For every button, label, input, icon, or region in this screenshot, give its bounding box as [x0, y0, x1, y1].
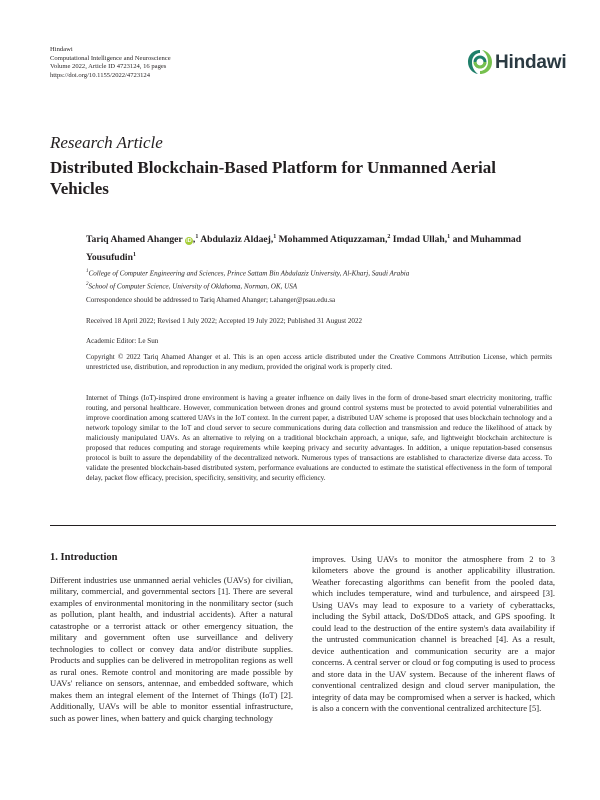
academic-editor: Academic Editor: Le Sun	[86, 337, 159, 345]
author-affiliation-mark: 1	[195, 234, 199, 240]
section-heading: 1. Introduction	[50, 552, 118, 563]
author-affiliation-mark: 1	[132, 251, 136, 258]
body-paragraph: Different industries use unmanned aerial vehicles (UAVs) for civilian, military, commercial, and governmental sectors [1]. There are several examples of environmental monitoring in the nonmilitary sector (such as pollution, plant health, and industrial accidents). After a natural catastrophe or a terrorist attack or other emergency situation, the military and government often use surveillance and delivery technologies to collect or convey data and/or distribute supplies. Products and supplies can be delivered in metropolitan regions as well as rural ones. Remote control and monitoring are made possible by UAVs' reliance on sensors, antennae, and embedded software, which makes them an integral element of the Internet of Things (IoT) [2]. Additionally, UAVs will be able to monitor essential infrastructure, such as power lines, when battery and quick charging technology	[50, 575, 293, 723]
author-affiliation-mark: 1	[447, 234, 451, 240]
volume-line: Volume 2022, Article ID 4723124, 16 pages	[50, 63, 167, 71]
affiliation-number: 1	[86, 269, 89, 274]
article-title: Distributed Blockchain-Based Platform for Unmanned Aerial Vehicles	[50, 158, 496, 198]
journal-name: Computational Intelligence and Neuroscience	[50, 54, 171, 62]
affiliation-text: College of Computer Engineering and Sciences, Prince Sattam Bin Abdulaziz University, Al-Kharj, Saudi Arabia	[88, 269, 410, 278]
author-name[interactable]: Imdad Ullah,	[392, 234, 448, 246]
orcid-icon[interactable]: iD	[186, 238, 192, 245]
section-divider	[50, 525, 556, 526]
affiliation-item	[86, 266, 556, 279]
publication-dates: Received 18 April 2022; Revised 1 July 2022; Accepted 19 July 2022; Published 31 August 2022	[86, 317, 363, 325]
hindawi-swirl-icon	[466, 48, 494, 76]
publication-info	[50, 46, 171, 80]
body-column-left	[50, 575, 293, 724]
affiliations	[86, 266, 556, 293]
abstract: Internet of Things (IoT)-inspired drone environment is having a greater influence on daily lives in the form of drone-based smart electricity monitoring, traffic routing, and personal healthcare. However, communication between drones and ground control systems must be protected to avoid potential vulnerabilities and improve coordination among scattered UAVs in the IoT context. In the current paper, a distributed UAV scheme is proposed that uses blockchain technology and a network topology similar to the IoT and cloud server to secure communications during data collection and transmission and reduce the likelihood of attack by maliciously manipulated UAVs. As an alternative to relying on a traditional blockchain approach, a unique, safe, and lightweight blockchain architecture is proposed that reduces computing and storage requirements while keeping privacy and security advantages. In addition, a unique reputation-based consensus protocol is built to assure the dependability of the decentralized network. Numerous types of transactions are established to characterize diverse data access. To validate the presented blockchain-based distributed system, performance evaluations are conducted to estimate the statistical effectiveness in the form of temporal delay, packet flow efficacy, precision, specificity, sensitivity, and security efficiency.	[86, 394, 552, 482]
hindawi-logo	[466, 47, 567, 77]
author-name[interactable]: Mohammed Atiquzzaman,	[278, 234, 388, 246]
author-separator: ,	[192, 234, 196, 246]
affiliation-number: 2	[86, 282, 89, 288]
copyright-notice: Copyright © 2022 Tariq Ahamed Ahanger et al. This is an open access article distributed under the Creative Commons Attribution License, which permits unrestricted use, distribution, and reproduction in any medium, provided the original work is properly cited.	[86, 353, 552, 371]
correspondence: Correspondence should be addressed to Tariq Ahamed Ahanger; t.ahanger@psau.edu.sa	[86, 296, 336, 304]
publisher-name: Hindawi	[50, 46, 73, 53]
doi-link[interactable]: https://doi.org/10.1155/2022/4723124	[50, 71, 151, 79]
body-column-right	[312, 554, 555, 715]
affiliation-text: School of Computer Science, University of Oklahoma, Norman, OK, USA	[88, 282, 298, 291]
article-type: Research Article	[50, 133, 163, 152]
author-affiliation-mark: 2	[387, 234, 391, 240]
author-name[interactable]: and Muhammad Yousufudin	[86, 234, 522, 263]
author-name[interactable]: Tariq Ahamed Ahanger	[86, 234, 183, 246]
author-list	[86, 230, 556, 266]
author-affiliation-mark: 1	[273, 234, 277, 240]
affiliation-item	[86, 279, 556, 292]
logo-wordmark: Hindawi	[495, 52, 567, 73]
body-paragraph: improves. Using UAVs to monitor the atmosphere from 2 to 3 kilometers above the ground is another applicability illustration. Weather forecasting algorithms can benefit from the pooled data, which includes temperature, wind and turbulence, and airspeed [3]. Using UAVs may lead to exposure to a variety of cyberattacks, including the Sybil attack, DoS/DDoS attack, and GPS spoofing. It could lead to the destruction of the entire system's data availability if the untrusted communication channel is breached [4]. As a result, device authentication and communication security are a major concerns. A central server or cloud or fog computing is used to process and store data in the UAV system. Because of the inherent flaws of conventional centralized design and cloud server manipulation, the integrity of data may be compromised when a server is hacked, which is also a concern with the conventional centralized architecture [5].	[312, 554, 555, 714]
author-name[interactable]: Abdulaziz Aldaej,	[200, 234, 274, 246]
